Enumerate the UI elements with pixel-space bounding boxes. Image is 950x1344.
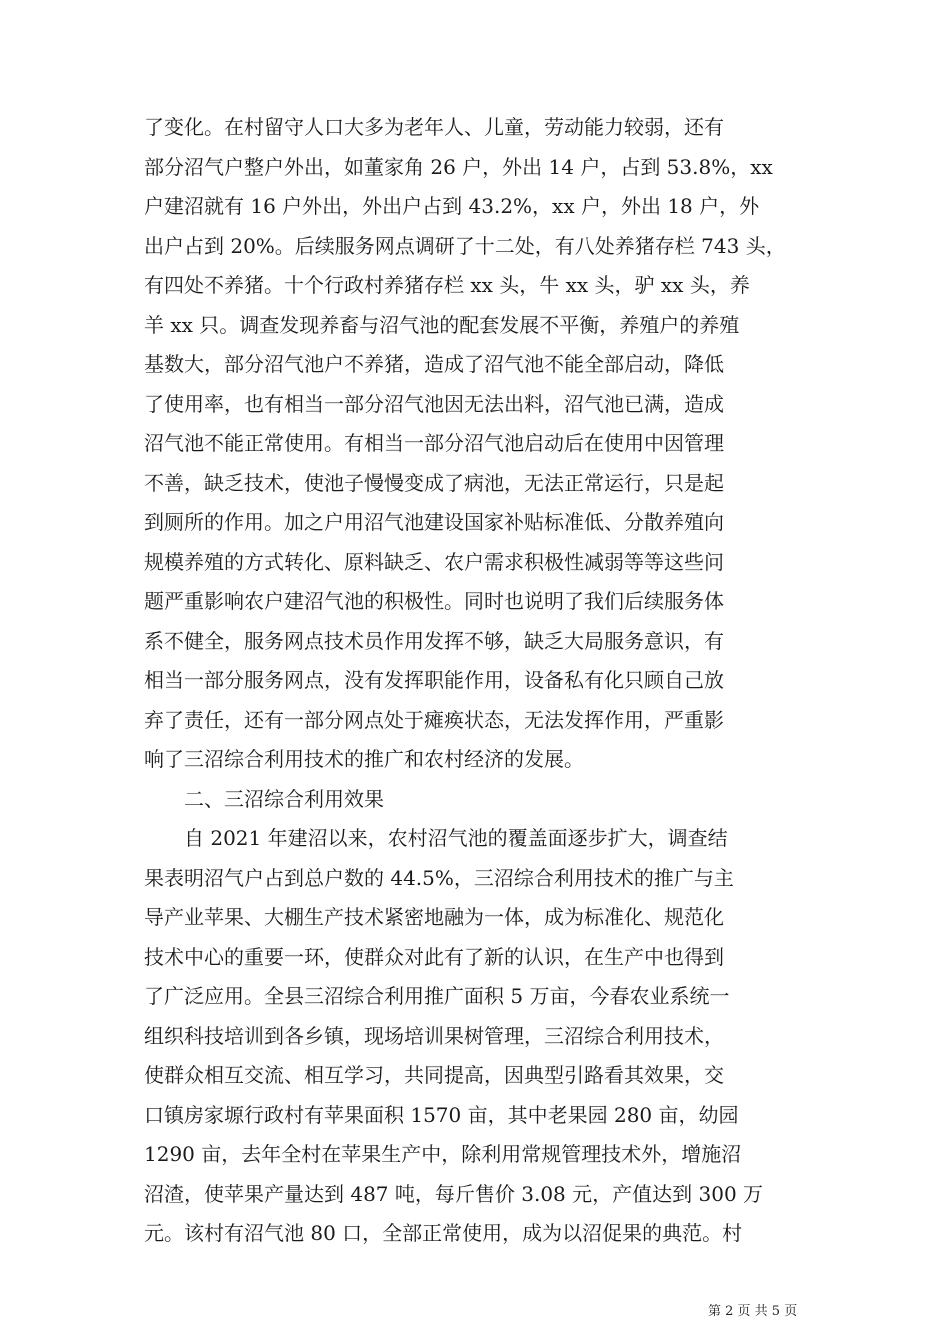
text-line-7: 基数大，部分沼气池户不养猪，造成了沼气池不能全部启动，降低 <box>144 352 724 376</box>
text-line-1: 了变化。在村留守人口大多为老年人、儿童，劳动能力较弱，还有 <box>144 115 724 139</box>
text-line-6: 羊 xx 只。调查发现养畜与沼气池的配套发展不平衡，养殖户的养殖 <box>144 313 740 337</box>
text-line-8: 了使用率，也有相当一部分沼气池因无法出料，沼气池已满，造成 <box>144 392 724 416</box>
section-heading: 二、三沼综合利用效果 <box>184 787 384 811</box>
text-line-23: 了广泛应用。全县三沼综合利用推广面积 5 万亩，今春农业系统一 <box>144 984 730 1008</box>
text-line-17: 响了三沼综合利用技术的推广和农村经济的发展。 <box>144 747 584 771</box>
text-line-11: 到厕所的作用。加之户用沼气池建设国家补贴标准低、分散养殖向 <box>144 510 724 534</box>
text-line-16: 弃了责任，还有一部分网点处于瘫痪状态，无法发挥作用，严重影 <box>144 708 724 732</box>
text-line-19: 自 2021 年建沼以来，农村沼气池的覆盖面逐步扩大，调查结 <box>184 826 728 850</box>
text-line-25: 使群众相互交流、相互学习，共同提高，因典型引路看其效果，交 <box>144 1063 724 1087</box>
text-line-24: 组织科技培训到各乡镇，现场培训果树管理，三沼综合利用技术， <box>144 1024 724 1048</box>
text-line-21: 导产业苹果、大棚生产技术紧密地融为一体，成为标准化、规范化 <box>144 905 724 929</box>
text-line-29: 元。该村有沼气池 80 口，全部正常使用，成为以沼促果的典范。村 <box>144 1221 743 1245</box>
text-line-15: 相当一部分服务网点，没有发挥职能作用，设备私有化只顾自己放 <box>144 668 724 692</box>
text-line-28: 沼渣，使苹果产量达到 487 吨，每斤售价 3.08 元，产值达到 300 万 <box>144 1182 764 1206</box>
text-line-3: 户建沼就有 16 户外出，外出户占到 43.2%，xx 户，外出 18 户，外 <box>144 194 760 218</box>
text-line-27: 1290 亩，去年全村在苹果生产中，除利用常规管理技术外，增施沼 <box>144 1142 742 1166</box>
text-line-2: 部分沼气户整户外出，如董家角 26 户，外出 14 户，占到 53.8%，xx <box>144 155 773 179</box>
text-line-26: 口镇房家塬行政村有苹果面积 1570 亩，其中老果园 280 亩，幼园 <box>144 1103 739 1127</box>
text-line-14: 系不健全，服务网点技术员作用发挥不够，缺乏大局服务意识，有 <box>144 629 724 653</box>
text-line-4: 出户占到 20%。后续服务网点调研了十二处，有八处养猪存栏 743 头， <box>144 234 786 258</box>
text-line-9: 沼气池不能正常使用。有相当一部分沼气池启动后在使用中因管理 <box>144 431 724 455</box>
page-indicator: 第 2 页 共 5 页 <box>708 1304 798 1319</box>
text-line-5: 有四处不养猪。十个行政村养猪存栏 xx 头，牛 xx 头，驴 xx 头，养 <box>144 273 750 297</box>
text-line-13: 题严重影响农户建沼气池的积极性。同时也说明了我们后续服务体 <box>144 589 724 613</box>
text-line-12: 规模养殖的方式转化、原料缺乏、农户需求积极性减弱等等这些问 <box>144 550 724 574</box>
text-line-22: 技术中心的重要一环，使群众对此有了新的认识，在生产中也得到 <box>144 945 724 969</box>
text-line-10: 不善，缺乏技术，使池子慢慢变成了病池，无法正常运行，只是起 <box>144 471 724 495</box>
text-line-20: 果表明沼气户占到总户数的 44.5%，三沼综合利用技术的推广与主 <box>144 866 734 890</box>
